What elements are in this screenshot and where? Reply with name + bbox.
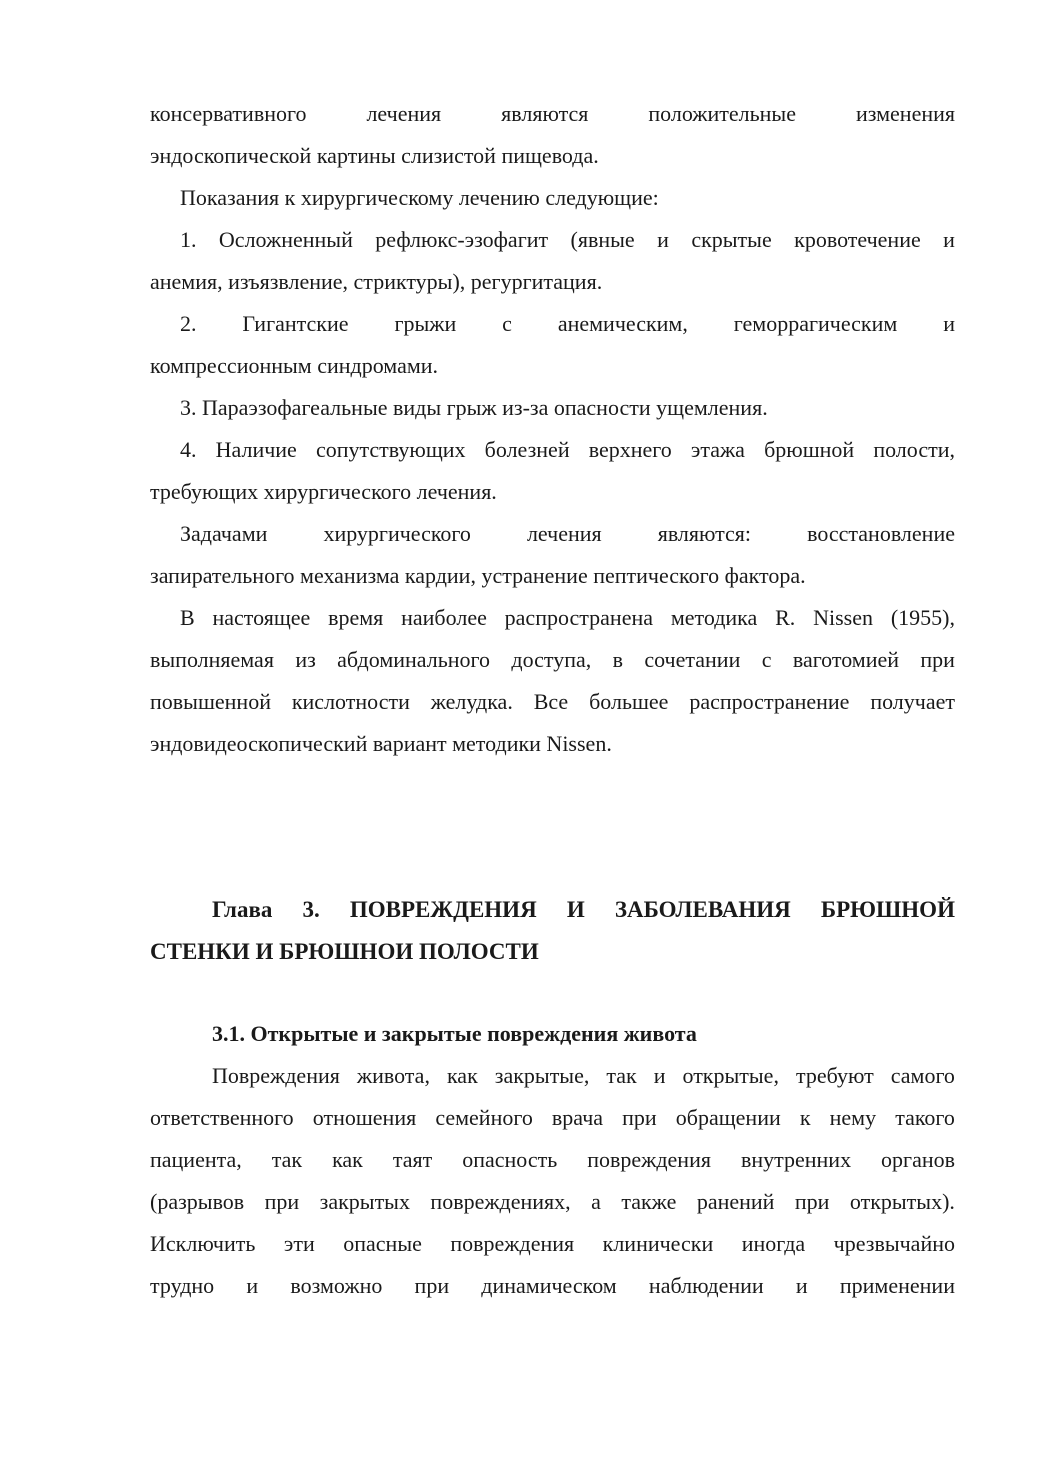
word: лечения xyxy=(366,101,442,126)
text-line: анемия, изъязвление, стриктуры), регургитация. xyxy=(150,269,603,294)
word: 4. xyxy=(180,437,197,462)
word: так xyxy=(606,1063,637,1088)
word: консервативного xyxy=(150,101,307,126)
text-line xyxy=(150,1181,955,1223)
text-line: запирательного механизма кардии, устранение пептического фактора. xyxy=(150,563,806,588)
word: и xyxy=(795,1273,808,1298)
word: абдоминального xyxy=(337,647,491,672)
word: брюшной xyxy=(764,437,855,462)
text-line: Показания к хирургическому лечению следующие: xyxy=(180,185,659,210)
word: при xyxy=(920,647,955,672)
word: R. xyxy=(775,605,796,630)
word: полости, xyxy=(873,437,955,462)
word: Исключить xyxy=(150,1231,256,1256)
text-line: требующих хирургического лечения. xyxy=(150,479,497,504)
text-line xyxy=(150,1223,955,1265)
word: лечения xyxy=(526,521,602,546)
word: такого xyxy=(895,1105,955,1130)
word: геморрагическим xyxy=(733,311,898,336)
word: требуют xyxy=(795,1063,874,1088)
word: изменения xyxy=(855,101,955,126)
text-line xyxy=(150,1139,955,1181)
word: таят xyxy=(392,1147,433,1172)
word: время xyxy=(328,605,384,630)
section-title: 3.1. Открытые и закрытые повреждения живота xyxy=(212,1021,697,1046)
word: с xyxy=(761,647,772,672)
word: Повреждения xyxy=(212,1063,340,1088)
word: ваготомией xyxy=(792,647,900,672)
word: верхнего xyxy=(588,437,672,462)
word: семейного xyxy=(435,1105,533,1130)
word: этажа xyxy=(690,437,745,462)
word: доступа, xyxy=(511,647,592,672)
word: открытых). xyxy=(849,1189,955,1214)
word: ЗАБОЛЕВАНИЯ xyxy=(614,897,791,922)
word: 1. xyxy=(180,227,197,252)
word: опасность xyxy=(462,1147,558,1172)
word: отношения xyxy=(312,1105,417,1130)
word: 3. xyxy=(302,897,320,922)
word: и xyxy=(657,227,669,252)
text-line: 3. Параэзофагеальные виды грыж из-за опасности ущемления. xyxy=(180,395,768,420)
word: распространена xyxy=(504,605,654,630)
word: Осложненный xyxy=(218,227,353,252)
word: настоящее xyxy=(212,605,311,630)
word: закрытых xyxy=(319,1189,410,1214)
text-line: эндоскопической картины слизистой пищевода. xyxy=(150,143,599,168)
word: сочетании xyxy=(644,647,741,672)
chapter-heading xyxy=(150,889,955,931)
word: как xyxy=(446,1063,478,1088)
word: анемическим, xyxy=(557,311,688,336)
text-line xyxy=(150,219,955,261)
text-line xyxy=(150,1055,955,1097)
word: чрезвычайно xyxy=(833,1231,955,1256)
word: являются xyxy=(501,101,589,126)
word: а xyxy=(591,1189,601,1214)
word: при xyxy=(622,1105,657,1130)
word: и xyxy=(246,1273,259,1298)
word: Все xyxy=(533,689,569,714)
word: распространение xyxy=(689,689,850,714)
word: как xyxy=(332,1147,363,1172)
word: опасные xyxy=(343,1231,422,1256)
text-line xyxy=(150,639,955,681)
text-line xyxy=(150,429,955,471)
word: из xyxy=(295,647,316,672)
word: с xyxy=(502,311,512,336)
word: повреждениях, xyxy=(430,1189,571,1214)
word: повреждения xyxy=(587,1147,711,1172)
text-line xyxy=(150,1097,955,1139)
word: В xyxy=(180,605,195,630)
text-line xyxy=(150,93,955,135)
word: ответственного xyxy=(150,1105,294,1130)
word: Nissen xyxy=(813,605,873,630)
word: Гигантские xyxy=(242,311,349,336)
word: наиболее xyxy=(401,605,487,630)
word: обращении xyxy=(675,1105,781,1130)
word: желудка. xyxy=(430,689,513,714)
word: применении xyxy=(839,1273,955,1298)
word: ранений xyxy=(696,1189,775,1214)
word: органов xyxy=(881,1147,955,1172)
word: кислотности xyxy=(291,689,410,714)
word: так xyxy=(271,1147,303,1172)
word: 2. xyxy=(180,311,197,336)
text-line xyxy=(150,303,955,345)
word: выполняемая xyxy=(150,647,274,672)
word: БРЮШНОЙ xyxy=(820,897,955,922)
text-line: компрессионным синдромами. xyxy=(150,353,439,378)
word: методика xyxy=(670,605,758,630)
word: сопутствующих xyxy=(315,437,466,462)
word: и xyxy=(943,311,955,336)
word: открытые, xyxy=(682,1063,779,1088)
word: большее xyxy=(589,689,669,714)
word: являются: xyxy=(657,521,752,546)
word: (разрывов xyxy=(150,1189,245,1214)
word: рефлюкс-эзофагит xyxy=(375,227,549,252)
word: повышенной xyxy=(150,689,271,714)
word: живота, xyxy=(356,1063,430,1088)
text-line xyxy=(150,513,955,555)
word: (1955), xyxy=(890,605,955,630)
text-line xyxy=(150,1265,955,1307)
word: при xyxy=(794,1189,830,1214)
word: получает xyxy=(870,689,955,714)
word: динамическом xyxy=(481,1273,617,1298)
chapter-heading-continued: СТЕНКИ И БРЮШНОИ ПОЛОСТИ xyxy=(150,939,539,964)
word: пациента, xyxy=(150,1147,242,1172)
word: нему xyxy=(829,1105,877,1130)
word: иногда xyxy=(741,1231,806,1256)
word: клинически xyxy=(602,1231,714,1256)
word: к xyxy=(799,1105,811,1130)
word: положительные xyxy=(648,101,796,126)
text-line xyxy=(150,681,955,723)
word: в xyxy=(612,647,623,672)
word: наблюдении xyxy=(648,1273,764,1298)
word: врача xyxy=(551,1105,604,1130)
word: Наличие xyxy=(215,437,297,462)
word: болезней xyxy=(484,437,570,462)
spacer xyxy=(150,765,955,889)
word: и xyxy=(943,227,955,252)
spacer xyxy=(150,973,955,1013)
word: и xyxy=(653,1063,666,1088)
word: при xyxy=(264,1189,300,1214)
word: эти xyxy=(283,1231,315,1256)
word: Задачами xyxy=(180,521,268,546)
word: Глава xyxy=(212,897,273,922)
word: самого xyxy=(890,1063,955,1088)
text-line xyxy=(150,597,955,639)
word: хирургического xyxy=(323,521,471,546)
word: ПОВРЕЖДЕНИЯ xyxy=(349,897,537,922)
word: закрытые, xyxy=(494,1063,590,1088)
word: повреждения xyxy=(450,1231,575,1256)
word: трудно xyxy=(150,1273,215,1298)
word: скрытые xyxy=(691,227,772,252)
word: внутренних xyxy=(740,1147,852,1172)
word: также xyxy=(621,1189,677,1214)
text-line: эндовидеоскопический вариант методики Nissen. xyxy=(150,731,612,756)
document-page xyxy=(150,93,955,1307)
word: при xyxy=(414,1273,450,1298)
word: возможно xyxy=(290,1273,383,1298)
word: грыжи xyxy=(394,311,457,336)
word: (явные xyxy=(570,227,635,252)
word: восстановление xyxy=(807,521,955,546)
word: кровотечение xyxy=(794,227,921,252)
word: И xyxy=(566,897,585,922)
